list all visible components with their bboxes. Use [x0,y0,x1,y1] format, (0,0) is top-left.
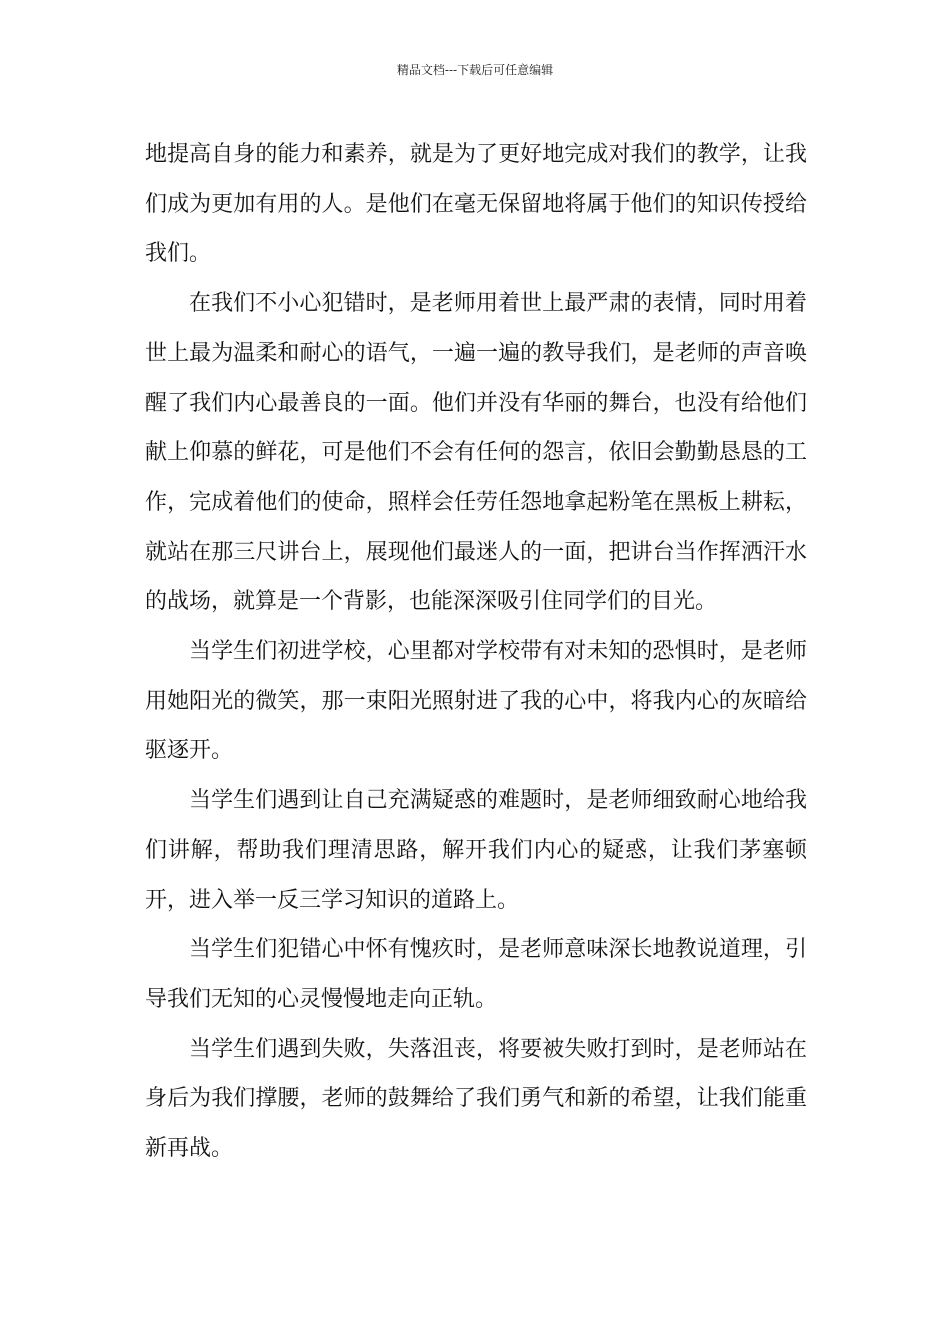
document-body [145,130,807,1174]
page-header: 精品文档---下载后可任意编辑 [396,63,554,77]
paragraph-5: 当学生们犯错心中怀有愧疚时，是老师意味深长地教说道理，引导我们无知的心灵慢慢地走向正轨。 [145,937,807,1012]
paragraph-3: 当学生们初进学校，心里都对学校带有对未知的恐惧时，是老师用她阳光的微笑，那一束阳光照射进了我的心中，将我内心的灰暗给驱逐开。 [145,639,807,764]
paragraph-2: 在我们不小心犯错时，是老师用着世上最严肃的表情，同时用着世上最为温柔和耐心的语气，一遍一遍的教导我们，是老师的声音唤醒了我们内心最善良的一面。他们并没有华丽的舞台，也没有给他们献上仰慕的鲜花，可是他们不会有任何的怨言，依旧会勤勤恳恳的工作，完成着他们的使命，照样会任劳任怨地拿起粉笔在黑板上耕耘，就站在那三尺讲台上，展现他们最迷人的一面，把讲台当作挥洒汗水的战场，就算是一个背影，也能深深吸引住同学们的目光。 [145,291,807,615]
paragraph-6: 当学生们遇到失败，失落沮丧，将要被失败打到时，是老师站在身后为我们撑腰，老师的鼓舞给了我们勇气和新的希望，让我们能重新再战。 [145,1036,807,1162]
paragraph-4: 当学生们遇到让自己充满疑惑的难题时，是老师细致耐心地给我们讲解，帮助我们理清思路，解开我们内心的疑惑，让我们茅塞顿开，进入举一反三学习知识的道路上。 [145,788,807,913]
paragraph-1: 地提高自身的能力和素养，就是为了更好地完成对我们的教学，让我们成为更加有用的人。是他们在毫无保留地将属于他们的知识传授给我们。 [145,142,807,267]
